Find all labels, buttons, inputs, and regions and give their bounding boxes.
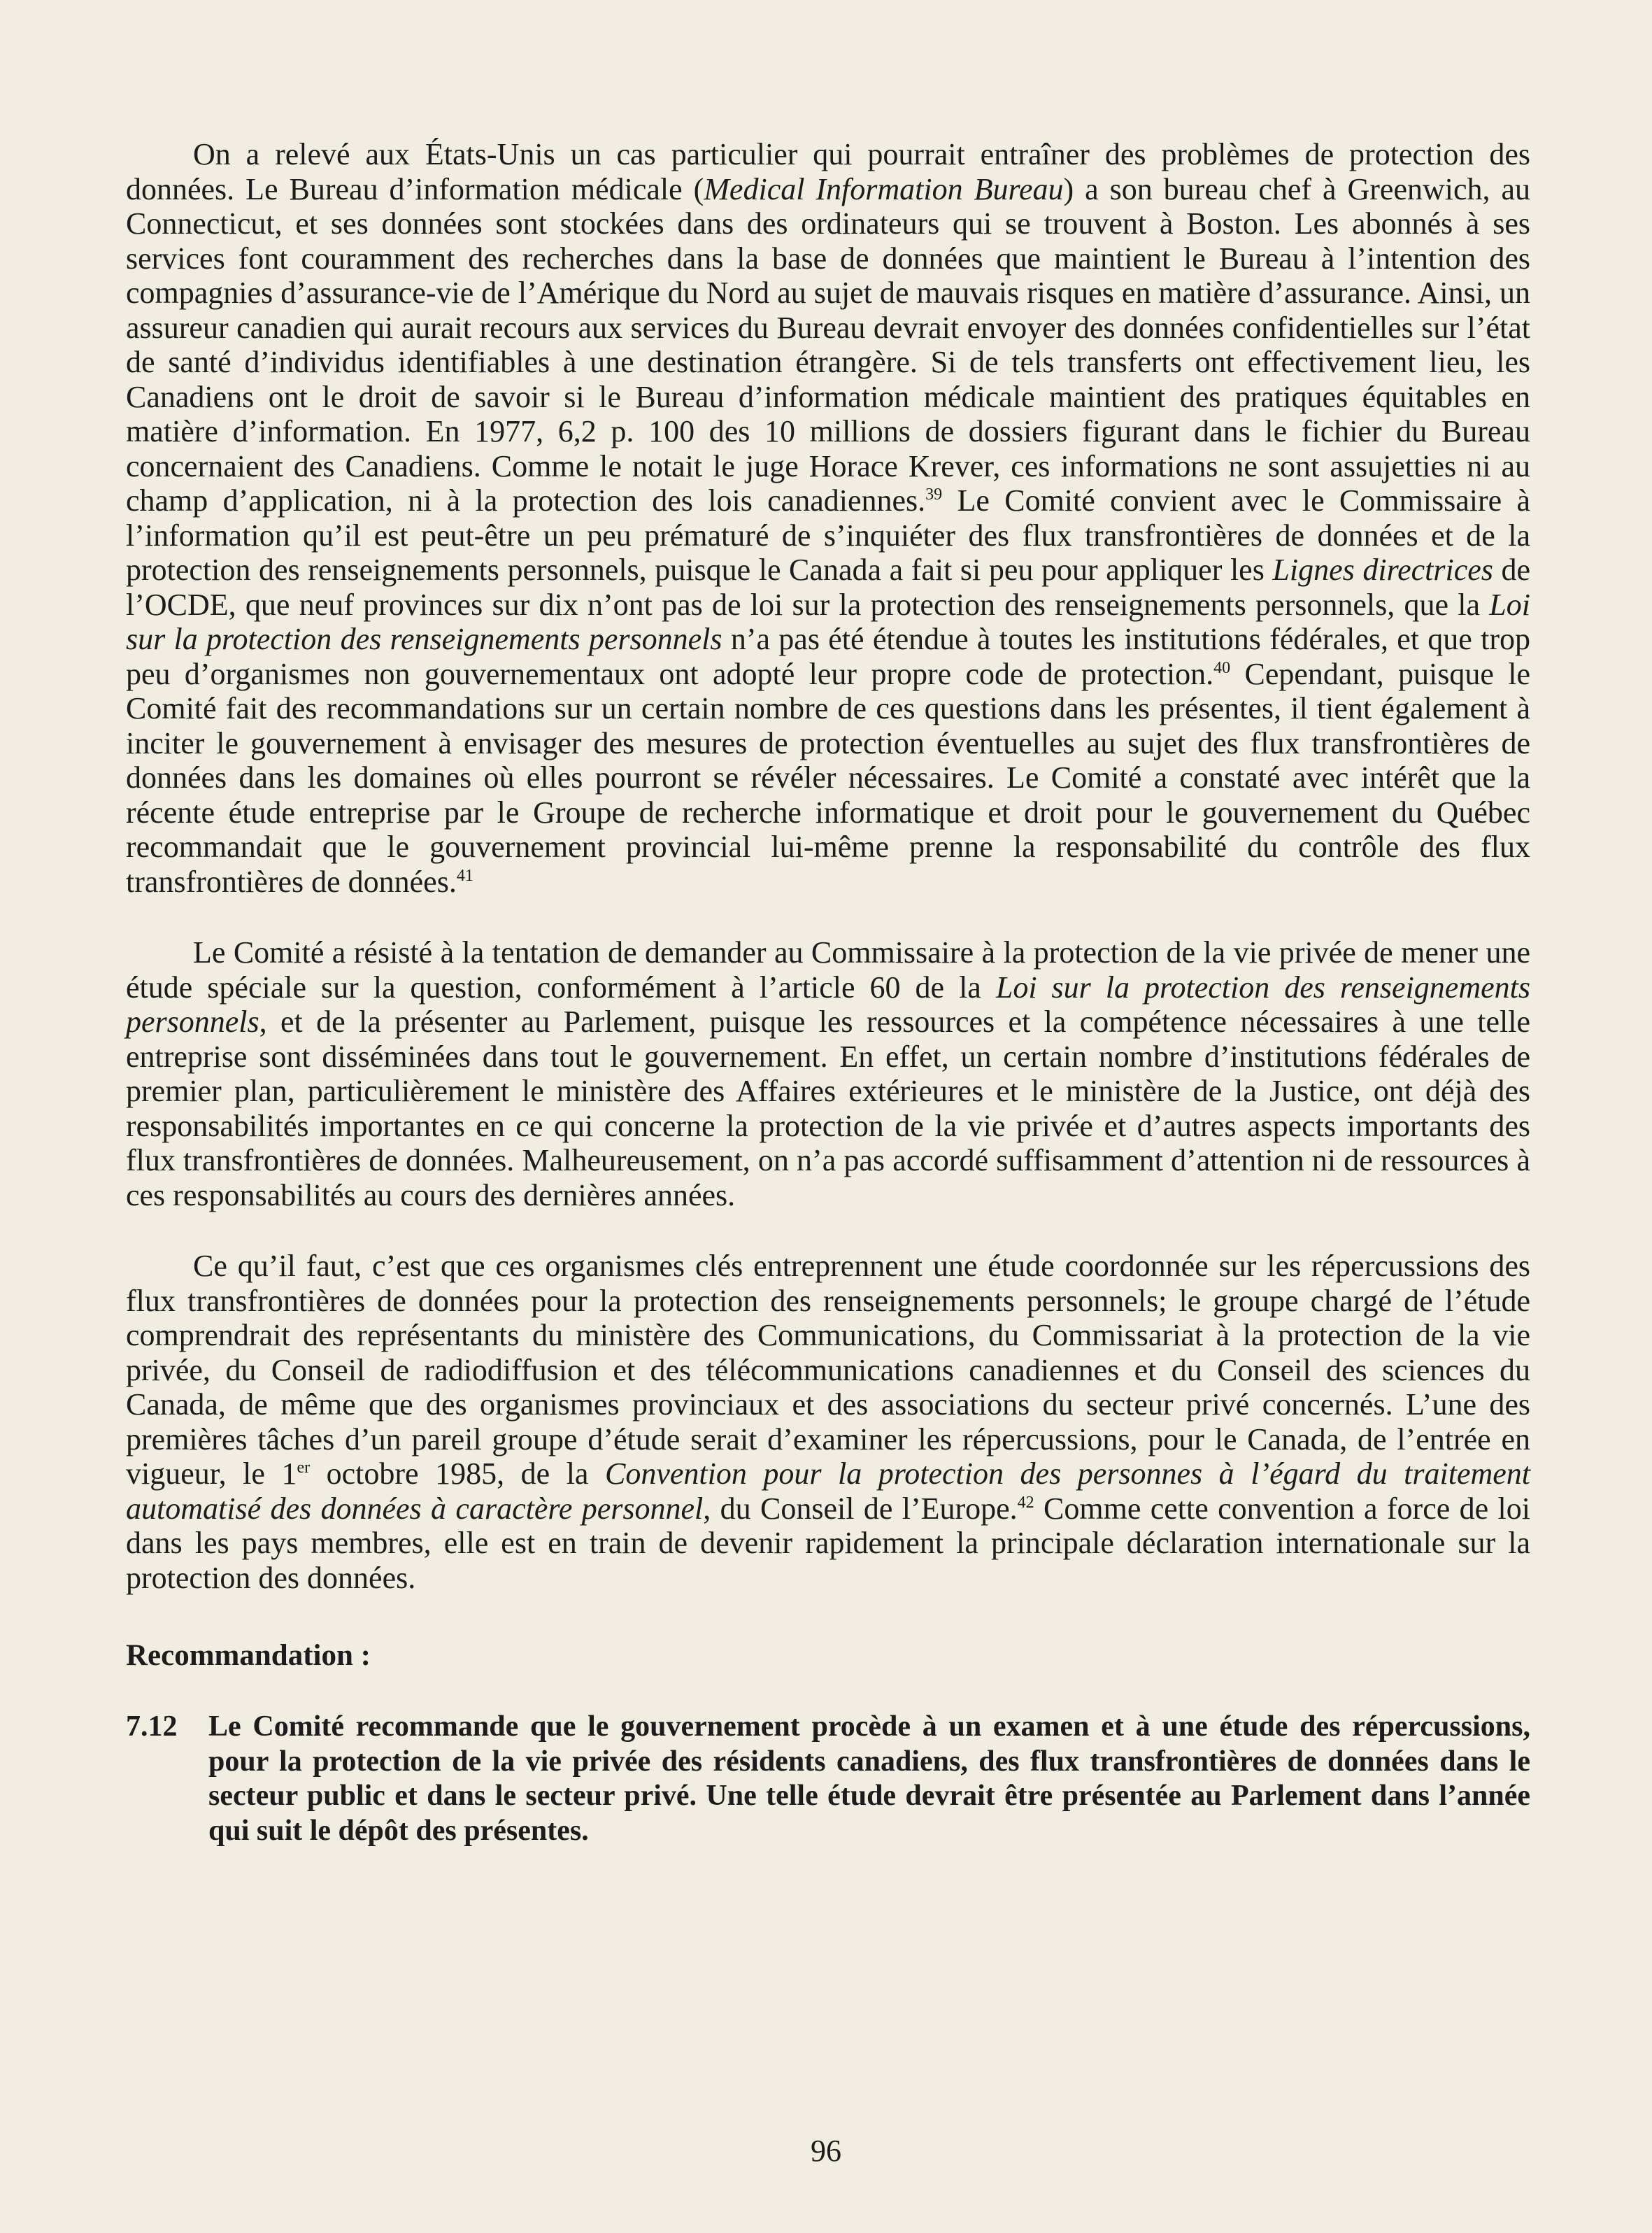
recommendation-heading: Recommandation : [126, 1639, 371, 1672]
text-run: ) a son bureau chef à Greenwich, au Connecticut, et ses données sont stockées dans des ordinateurs qui se trouvent à Boston. Les abonnés à ses services font couramment des recherches dans la base de données que maintient le Bureau à l’intention des compagnies d’assurance-vie de l’Amérique du Nord au sujet de mauvais risques en matière d’assurance. Ainsi, un assureur canadien qui aurait recours aux services du Bureau devrait envoyer des données confidentielles sur l’état de santé d’individus identifiables à une destination étrangère. Si de tels transferts ont effectivement lieu, les Canadiens ont le droit de savoir si le Bureau d’information médicale maintient des pratiques équitables en matière d’information. En 1977, 6,2 p. 100 des 10 millions de dossiers figurant dans le fichier du Bureau concernaient des Canadiens. Comme le notait le juge Horace Krever, ces informations ne sont assujetties ni au champ d’application, ni à la protection des lois canadiennes. [126, 171, 1530, 518]
italic-text: Medical Information Bureau [704, 171, 1064, 206]
footnote-ref: 42 [1017, 1493, 1034, 1512]
footnote-ref: 41 [456, 866, 473, 885]
italic-text: Loi sur la protection des renseignements personnels [126, 587, 1530, 656]
body-text [126, 137, 1530, 1848]
text-run: octobre 1985, de la [310, 1456, 605, 1491]
text-run: Ce qu’il faut, c’est que ces organismes clés entreprennent une étude coordonnée sur les répercussions des flux transfrontières de données pour la protection des renseignements personnels; le groupe chargé de l’étude comprendrait des représentants du ministère des Communications, du Commissariat à la protection de la vie privée, du Conseil de radiodiffusion et des télécommunications canadiennes et du Conseil des sciences du Canada, de même que des organismes provinciaux et des associations du secteur privé concernés. L’une des premières tâches d’un pareil groupe d’étude serait d’examiner les répercussions, pour le Canada, de l’entrée en vigueur, le 1 [126, 1249, 1530, 1491]
footnote-ref: er [297, 1459, 311, 1477]
recommendation [126, 1710, 1530, 1848]
italic-text: Convention pour la protection des personnes à l’égard du traitement automatisé des données à caractère personnel [126, 1456, 1531, 1526]
text-run: , et de la présenter au Parlement, puisque les ressources et la compétence nécessaires à une telle entreprise sont disséminées dans tout le gouvernement. En effet, un certain nombre d’institutions fédérales de premier plan, particulièrement le ministère des Affaires extérieures et le ministère de la Justice, ont déjà des responsabilités importantes en ce qui concerne la protection de la vie privée et d’autres aspects importants des flux transfrontières de données. Malheureusement, on n’a pas accordé suffisamment d’attention ni de ressources à ces responsabilités au cours des dernières années. [126, 1005, 1530, 1212]
text-run: de l’OCDE, que neuf provinces sur dix n’ont pas de loi sur la protection des renseignements personnels, que la [126, 553, 1531, 622]
page-number: 96 [811, 2134, 841, 2168]
text-run: Le Comité a résisté à la tentation de demander au Commissaire à la protection de la vie privée de mener une étude spéciale sur la question, conformément à l’article 60 de la [126, 935, 1530, 1005]
text-run: Cependant, puisque le Comité fait des recommandations sur un certain nombre de ces questions dans les présentes, il tient également à inciter le gouvernement à envisager des mesures de protection éventuelles au sujet des flux transfrontières de données dans les domaines où elles pourront se révéler nécessaires. Le Comité a constaté avec intérêt que la récente étude entreprise par le Groupe de recherche informatique et droit pour le gouvernement du Québec recommandait que le gouvernement provincial lui-même prenne la responsabilité du contrôle des flux transfrontières de données. [126, 656, 1530, 899]
text-run: On a relevé aux États-Unis un cas particulier qui pourrait entraîner des problèmes de protection des données. Le Bureau d’information médicale ( [126, 137, 1530, 206]
italic-text: Loi sur la protection des renseignements personnels [126, 970, 1530, 1039]
italic-text: Lignes directrices [1272, 553, 1493, 587]
footnote-ref: 40 [1213, 658, 1231, 677]
text-run: Le Comité convient avec le Commissaire à l’information qu’il est peut-être un peu prématuré de s’inquiéter des flux transfrontières de données et de la protection des renseignements personnels, puisque le Canada a fait si peu pour appliquer les [126, 483, 1530, 587]
recommendation-text: Le Comité recommande que le gouvernement procède à un examen et à une étude des répercussions, pour la protection de la vie privée des résidents canadiens, des flux transfrontières de données dans le secteur public et dans le secteur privé. Une telle étude devrait être présentée au Parlement dans l’année qui suit le dépôt des présentes. [208, 1710, 1530, 1847]
paragraph [126, 935, 1530, 1212]
paragraph [126, 137, 1530, 899]
paragraph [126, 1249, 1530, 1595]
text-run: n’a pas été étendue à toutes les institutions fédérales, et que trop peu d’organismes non gouvernementaux ont adopté leur propre code de protection. [126, 622, 1531, 691]
footnote-ref: 39 [925, 485, 943, 504]
recommendation-number: 7.12 [126, 1710, 178, 1743]
text-run: , du Conseil de l’Europe. [703, 1491, 1018, 1526]
text-run: Comme cette convention a force de loi dans les pays membres, elle est en train de devenir rapidement la principale déclaration internationale sur la protection des données. [126, 1491, 1530, 1595]
